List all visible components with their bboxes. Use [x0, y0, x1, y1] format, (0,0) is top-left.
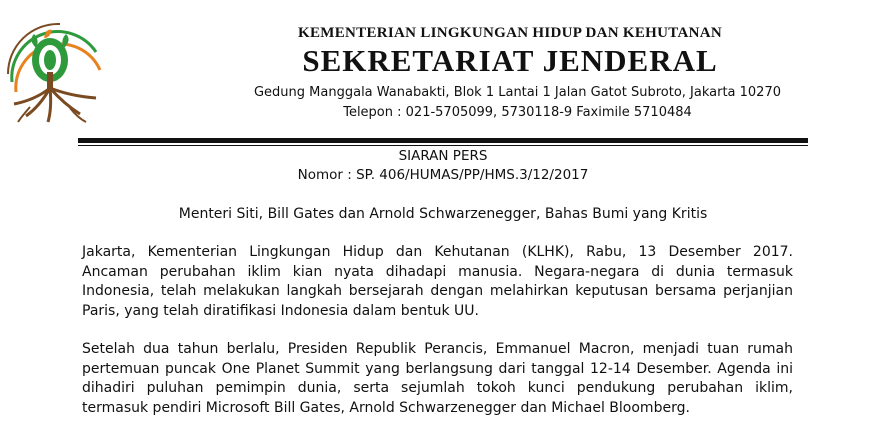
ministry-name: KEMENTERIAN LINGKUNGAN HIDUP DAN KEHUTANAN: [297, 25, 722, 41]
body-paragraph-2: [82, 340, 793, 418]
paragraph-line: Ancaman perubahan iklim kian nyata dihadapi manusia. Negara-negara di dunia termasuk: [82, 263, 793, 280]
paragraph-line: pertemuan puncak One Planet Summit yang berlangsung dari tanggal 12-14 Desember. Agenda ini: [82, 360, 793, 377]
letterhead: [150, 26, 870, 123]
secretariat-name: SEKRETARIAT JENDERAL: [302, 43, 718, 78]
office-address: Gedung Manggala Wanabakti, Blok 1 Lantai 1 Jalan Gatot Subroto, Jakarta 10270: [253, 85, 781, 100]
paragraph-line: Indonesia, telah melakukan langkah bersejarah dengan melahirkan keputusan bersama perjanjian: [82, 283, 793, 299]
paragraph-line: Setelah dua tahun berlalu, Presiden Republik Perancis, Emmanuel Macron, menjadi tuan rumah: [82, 341, 793, 357]
press-release-headline: Menteri Siti, Bill Gates dan Arnold Schwarzenegger, Bahas Bumi yang Kritis: [178, 206, 708, 222]
press-release-number: Nomor : SP. 406/HUMAS/PP/HMS.3/12/2017: [297, 167, 589, 183]
paragraph-line: termasuk pendiri Microsoft Bill Gates, Arnold Schwarzenegger dan Michael Bloomberg.: [82, 399, 690, 416]
press-release-header: [78, 147, 808, 185]
office-phone: Telepon : 021-5705099, 5730118-9 Faximile 5710484: [343, 105, 692, 120]
paragraph-line: Paris, yang telah diratifikasi Indonesia dalam bentuk UU.: [82, 302, 479, 319]
body-paragraph-1: [82, 243, 793, 321]
paragraph-line: Jakarta, Kementerian Lingkungan Hidup dan Kehutanan (KLHK), Rabu, 13 Desember 2017.: [82, 244, 793, 260]
klhk-logo-icon: [0, 12, 110, 127]
letterhead-divider-thin: [78, 145, 808, 146]
press-release-label: SIARAN PERS: [398, 148, 488, 164]
letterhead-divider-thick: [78, 138, 808, 143]
paragraph-line: dihadiri puluhan pemimpin dunia, serta sejumlah tokoh kunci pendukung perubahan iklim,: [82, 380, 793, 396]
